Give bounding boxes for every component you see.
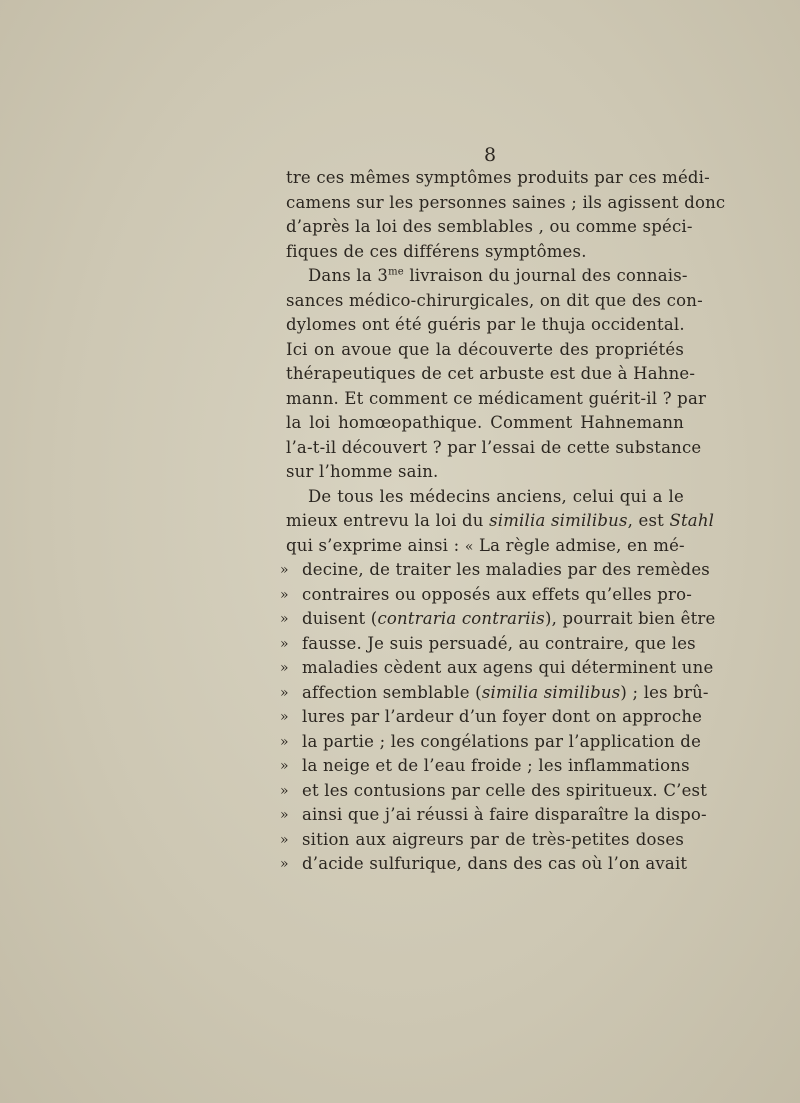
text-line bbox=[286, 215, 693, 240]
quote-mark: » bbox=[280, 660, 289, 676]
text-line bbox=[286, 166, 710, 191]
text-line bbox=[280, 607, 716, 632]
quote-mark: » bbox=[280, 807, 289, 823]
line-post: ), pourrait bien être bbox=[544, 609, 716, 628]
line-text: la neige et de l’eau froide ; les inflammations bbox=[302, 756, 690, 775]
text-line bbox=[280, 583, 693, 608]
line-em2: Stahl bbox=[669, 511, 715, 530]
text-line bbox=[280, 656, 714, 681]
line-pre: Dans la 3 bbox=[308, 266, 389, 285]
quote-mark: » bbox=[280, 635, 289, 652]
line-text: l’a-t-il découvert ? par l’essai de cette substance bbox=[286, 437, 702, 457]
line-text: decine, de traiter les maladies par des remèdes bbox=[302, 560, 710, 579]
line-text: mann. Et comment ce médicament guérit-il ? par bbox=[286, 388, 707, 408]
line-sup: me bbox=[388, 266, 404, 278]
line-text: camens sur les personnes saines ; ils agissent donc bbox=[286, 192, 726, 212]
quote-mark: » bbox=[280, 562, 289, 578]
text-line bbox=[280, 558, 710, 583]
line-post: livraison du journal des connais- bbox=[403, 266, 688, 285]
line-text: maladies cèdent aux agens qui déterminent une bbox=[302, 658, 714, 677]
quote-mark: » bbox=[280, 758, 289, 774]
line-post: La règle admise, en mé- bbox=[473, 535, 685, 555]
line-text: sur l’homme sain. bbox=[286, 462, 439, 481]
line-text: la loi homœopathique. Comment Hahnemann bbox=[286, 413, 684, 432]
line-post: , est bbox=[627, 511, 670, 530]
page-number: 8 bbox=[483, 144, 497, 166]
line-open: « bbox=[464, 538, 474, 555]
line-text: contraires ou opposés aux effets qu’elles pro- bbox=[302, 584, 693, 604]
line-text: d’acide sulfurique, dans des cas où l’on avait bbox=[302, 854, 688, 873]
text-line bbox=[286, 313, 684, 338]
text-line bbox=[280, 828, 684, 853]
line-text: d’après la loi des semblables , ou comme spéci- bbox=[286, 217, 693, 236]
line-em: similia similibus bbox=[481, 682, 621, 702]
text-line bbox=[286, 411, 684, 436]
text-line bbox=[280, 730, 702, 755]
text-line bbox=[286, 460, 684, 485]
quote-mark: » bbox=[280, 856, 289, 872]
quote-mark: » bbox=[280, 684, 289, 701]
line-pre: affection semblable ( bbox=[302, 682, 482, 702]
text-line bbox=[280, 632, 696, 657]
line-pre: qui s’exprime ainsi : bbox=[286, 535, 465, 555]
line-text: la partie ; les congélations par l’application de bbox=[302, 731, 702, 751]
text-line bbox=[286, 509, 715, 534]
text-line bbox=[286, 240, 684, 265]
line-pre: De tous les médecins anciens, celui qui a le bbox=[308, 486, 684, 506]
text-line bbox=[280, 754, 690, 779]
quote-mark: » bbox=[280, 831, 289, 848]
line-pre: duisent ( bbox=[302, 609, 378, 628]
text-line bbox=[286, 289, 703, 314]
line-text: fausse. Je suis persuadé, au contraire, que les bbox=[302, 633, 696, 653]
text-line bbox=[286, 485, 684, 510]
line-text: dylomes ont été guéris par le thuja occidental. bbox=[286, 315, 685, 334]
line-text: sances médico-chirurgicales, on dit que des con- bbox=[286, 290, 703, 310]
line-pre: mieux entrevu la loi du bbox=[286, 511, 490, 530]
text-line bbox=[286, 191, 726, 216]
quote-mark: » bbox=[280, 733, 289, 750]
line-text: ainsi que j’ai réussi à faire disparaître la dispo- bbox=[302, 805, 707, 824]
line-em: contraria contrariis bbox=[377, 609, 545, 628]
text-line bbox=[286, 436, 702, 461]
text-line bbox=[286, 534, 684, 559]
line-text: Ici on avoue que la découverte des propriétés bbox=[286, 339, 684, 359]
text-line bbox=[286, 264, 688, 289]
quote-mark: » bbox=[280, 611, 289, 627]
text-line bbox=[286, 387, 707, 412]
text-line bbox=[280, 705, 703, 730]
line-text: et les contusions par celle des spiritueux. C’est bbox=[302, 780, 708, 800]
line-text: sition aux aigreurs par de très-petites doses bbox=[302, 829, 684, 849]
line-em: similia similibus bbox=[489, 511, 628, 530]
quote-mark: » bbox=[280, 709, 289, 725]
quote-mark: » bbox=[280, 586, 289, 603]
text-line bbox=[286, 362, 696, 387]
body-text bbox=[280, 166, 726, 877]
text-line bbox=[280, 852, 688, 877]
text-line bbox=[280, 803, 707, 828]
line-text: fiques de ces différens symptômes. bbox=[286, 241, 587, 261]
text-line bbox=[286, 338, 684, 363]
line-text: thérapeutiques de cet arbuste est due à Hahne- bbox=[286, 364, 696, 383]
quote-mark: » bbox=[280, 782, 289, 799]
text-line bbox=[280, 681, 709, 706]
line-post: ) ; les brû- bbox=[620, 682, 709, 702]
text-line bbox=[280, 779, 708, 804]
line-text: lures par l’ardeur d’un foyer dont on approche bbox=[302, 707, 703, 726]
line-text: tre ces mêmes symptômes produits par ces médi- bbox=[286, 168, 710, 187]
